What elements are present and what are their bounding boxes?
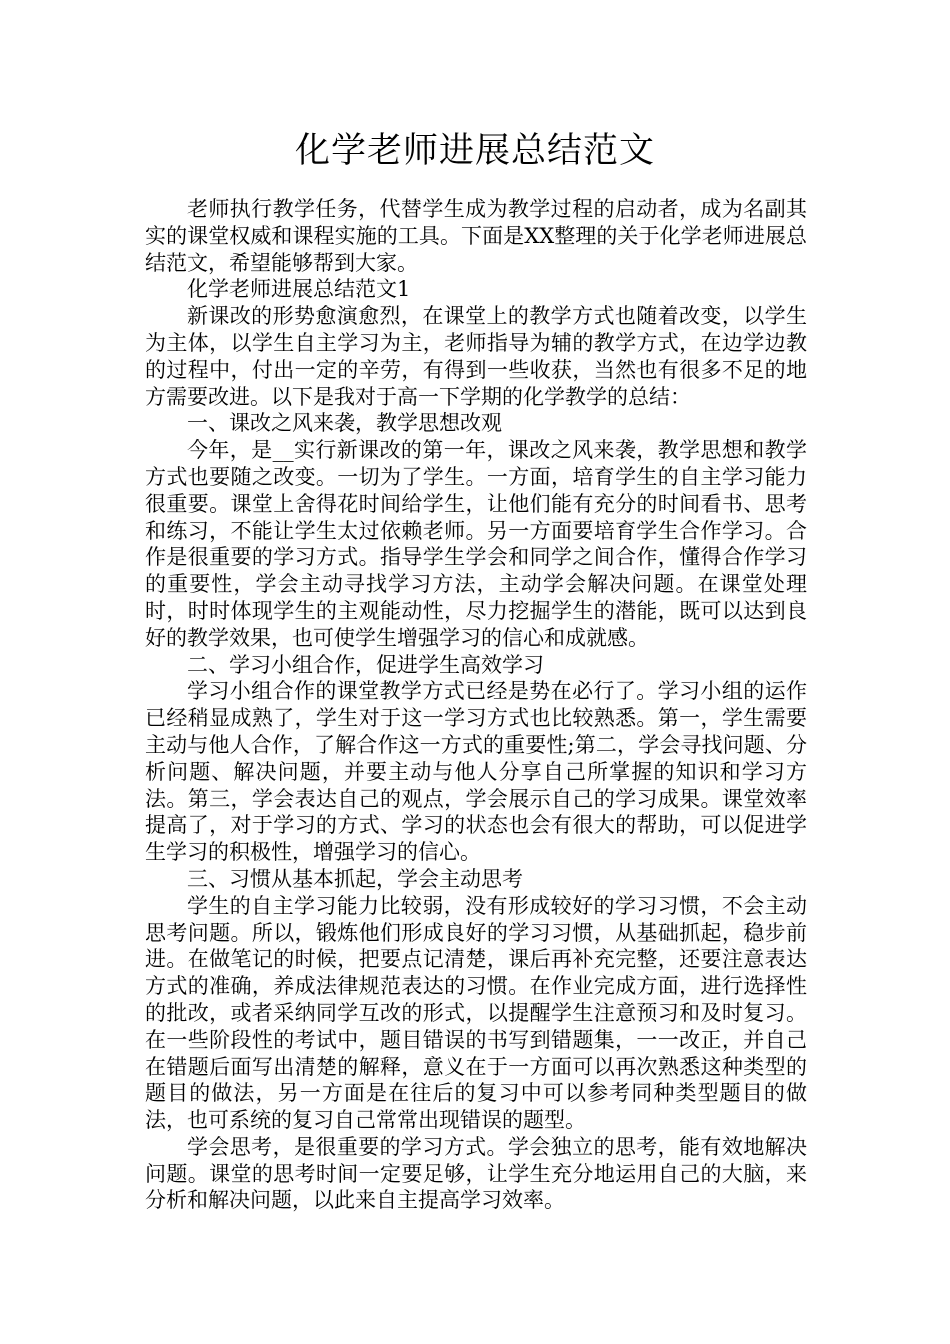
body-paragraph: 学习小组合作的课堂教学方式已经是势在必行了。学习小组的运作已经稍显成熟了，学生对于这一学习方式也比较熟悉。第一，学生需要主动与他人合作，了解合作这一方式的重要性;第二，学会寻找问题、分析问题、解决问题，并要主动与他人分享自己所掌握的知识和学习方法。第三，学会表达自己的观点，学会展示自己的学习成果。课堂效率提高了，对于学习的方式、学习的状态也会有很大的帮助，可以促进学生学习的积极性，增强学习的信心。	[145, 679, 807, 865]
body-paragraph: 学会思考，是很重要的学习方式。学会独立的思考，能有效地解决问题。课堂的思考时间一定要足够，让学生充分地运用自己的大脑，来分析和解决问题，以此来自主提高学习效率。	[145, 1134, 807, 1213]
section-heading-sample-1: 化学老师进展总结范文1	[187, 277, 411, 302]
body-paragraph: 新课改的形势愈演愈烈，在课堂上的教学方式也随着改变，以学生为主体，以学生自主学习为主，老师指导为辅的教学方式，在边学边教的过程中，付出一定的辛劳，有得到一些收获，当然也有很多不足的地方需要改进。以下是我对于高一下学期的化学教学的总结：	[145, 304, 807, 409]
document-title: 化学老师进展总结范文	[294, 131, 655, 171]
section-heading-2: 二、学习小组合作，促进学生高效学习	[187, 652, 544, 677]
document-body	[145, 196, 807, 1214]
section-heading-1: 一、课改之风来袭，教学思想改观	[187, 411, 502, 436]
body-paragraph: 今年，是__实行新课改的第一年，课改之风来袭，教学思想和教学方式也要随之改变。一切为了学生。一方面，培育学生的自主学习能力很重要。课堂上舍得花时间给学生，让他们能有充分的时间看书、思考和练习，不能让学生太过依赖老师。另一方面要培育学生合作学习。合作是很重要的学习方式。指导学生学会和同学之间合作，懂得合作学习的重要性，学会主动寻找学习方法，主动学会解决问题。在课堂处理时，时时体现学生的主观能动性，尽力挖掘学生的潜能，既可以达到良好的教学效果，也可使学生增强学习的信心和成就感。	[145, 438, 807, 650]
body-paragraph: 学生的自主学习能力比较弱，没有形成较好的学习习惯，不会主动思考问题。所以，锻炼他们形成良好的学习习惯，从基础抓起，稳步前进。在做笔记的时候，把要点记清楚，课后再补充完整，还要注意表达方式的准确，养成法律规范表达的习惯。在作业完成方面，进行选择性的批改，或者采纳同学互改的形式，以提醒学生注意预习和及时复习。在一些阶段性的考试中，题目错误的书写到错题集，一一改正，并自己在错题后面写出清楚的解释，意义在于一方面可以再次熟悉这种类型的题目的做法，另一方面是在往后的复习中可以参考同种类型题目的做法，也可系统的复习自己常常出现错误的题型。	[145, 893, 807, 1133]
intro-paragraph: 老师执行教学任务，代替学生成为教学过程的启动者，成为名副其实的课堂权威和课程实施的工具。下面是XX整理的关于化学老师进展总结范文，希望能够帮到大家。	[145, 197, 807, 275]
section-heading-3: 三、习惯从基本抓起，学会主动思考	[187, 866, 523, 891]
